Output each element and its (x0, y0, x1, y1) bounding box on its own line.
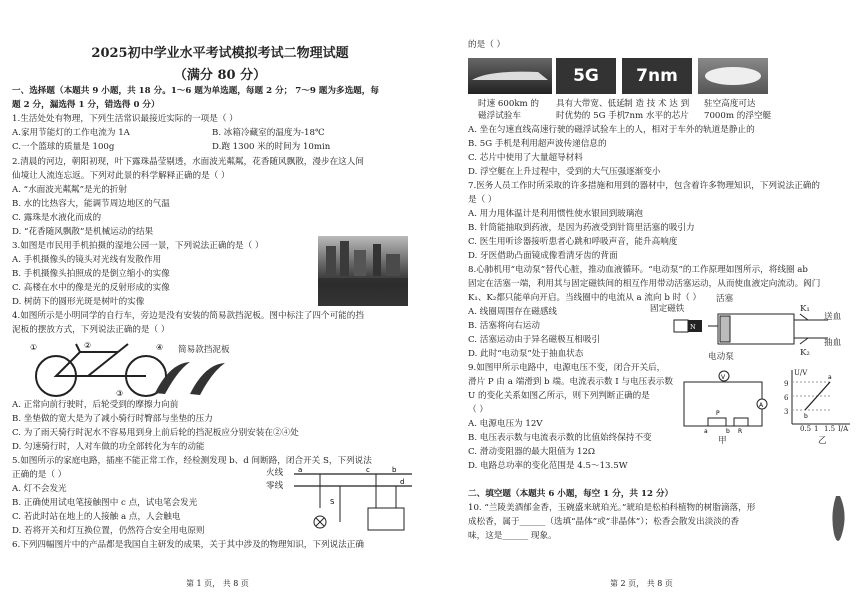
svg-text:d: d (400, 478, 405, 486)
q4-stem: 4.如图所示是小明同学的自行车，旁边是没有安装的简易款挡泥板。图中标注了四个可能的挡 (12, 311, 364, 321)
q6-option-c: C. 芯片中使用了大量超导材料 (468, 153, 583, 163)
q1-option-c: C.一个篮球的质量是 100g (12, 142, 115, 152)
q6-option-d: D. 浮空艇在上升过程中，受到的大气压强逐渐变小 (468, 167, 661, 177)
svg-text:a: a (704, 428, 708, 434)
q7-option-c: C. 医生用听诊器接听患者心跳和呼吸声音，能升高响度 (468, 237, 678, 247)
electric-pump-label: 电动泵 (708, 352, 734, 362)
q3-option-c: C. 高楼在水中的像是光的反射形成的实像 (12, 283, 170, 293)
caption-4a: 驻空高度可达 (704, 99, 756, 109)
q3-option-d: D. 树荫下的圆形光斑是树叶的实像 (12, 297, 145, 307)
q3-option-b: B. 手机摄像头拍照成的是倒立缩小的实像 (12, 269, 170, 279)
amber-icon (828, 494, 850, 550)
k1-label: K₁ (800, 304, 810, 314)
q3-stem: 3.如图是市民用手机拍摄的湿地公园一景，下列说法正确的是（ ） (12, 241, 264, 251)
caption-3b: 7nm 水平的芯片 (624, 111, 689, 121)
q9-stem-cont-2: U 的变化关系如图乙所示，则下列判断正确的是 (468, 391, 650, 401)
q8-option-a: A. 线圈周围存在磁感线 (468, 307, 558, 317)
q2-option-d: D. “花香随风飘散”是机械运动的结果 (12, 227, 154, 237)
household-circuit-diagram (294, 464, 414, 538)
svg-text:c: c (366, 466, 370, 474)
7nm-photo-label: 7nm (636, 66, 678, 86)
q5-option-b: B. 正确使用试电笔接触图中 c 点，试电笔会发光 (12, 498, 198, 508)
park-photo (318, 236, 408, 306)
q1-option-a: A.家用节能灯的工作电流为 1A (12, 128, 130, 138)
figure-yi-label: 乙 (818, 436, 827, 446)
magnet-n-label: N (690, 323, 696, 331)
q5-option-d: D. 若将开关和灯互换位置，仍然符合安全用电原则 (12, 526, 205, 536)
svg-text:③: ③ (116, 389, 124, 398)
live-wire-label: 火线 (266, 468, 284, 478)
q7-stem-cont: 是（ ） (468, 195, 497, 205)
q9-option-d: D. 电路总功率的变化范围是 4.5～13.5W (468, 461, 628, 471)
amber-illustration (828, 494, 850, 550)
q4-option-c: C. 为了雨天骑行时泥水不容易甩到身上前后轮的挡泥板应分别安装在②④处 (12, 428, 299, 438)
svg-text:b: b (392, 466, 397, 474)
fender-label: 简易款挡泥板 (178, 345, 230, 355)
q3-option-a: A. 手机摄像头的镜头对光线有发散作用 (12, 255, 162, 265)
q2-option-a: A. “水面波光粼粼”是光的折射 (12, 185, 127, 195)
footer-page-2: 第 2 页， 共 8 页 (610, 579, 673, 588)
blood-in-label: 抽血 (824, 338, 842, 348)
section-1-heading-cont: 题 2 分，漏选得 1 分，错选得 0 分） (12, 100, 160, 110)
svg-text:A: A (759, 402, 764, 409)
graph-y-tick-3: 3 (784, 408, 789, 416)
q8-option-d: D. 此时“电动泵”处于抽血状态 (468, 349, 584, 359)
fender-figure (150, 358, 230, 398)
piston-label: 活塞 (716, 294, 734, 304)
svg-text:S: S (330, 498, 335, 506)
electric-pump-diagram (668, 304, 848, 364)
svg-text:a: a (298, 466, 303, 474)
neutral-wire-label: 零线 (266, 481, 284, 491)
q8-stem-cont-2: K₁、K₂都只能单向开启。当线圈中的电流从 a 流向 b 时（ ） (468, 293, 702, 303)
caption-2a: 具有大带宽、低延 (556, 99, 625, 109)
q5-option-c: C. 若此时站在地上的人接触 a 点，人会触电 (12, 512, 181, 522)
svg-text:V: V (721, 374, 726, 381)
blood-out-label: 送血 (824, 312, 842, 322)
graph-x-tick-15: 1.5 (824, 425, 836, 433)
q9-stem-cont: 滑片 P 由 a 端滑到 b 端。电流表示数 I 与电压表示数 (468, 377, 673, 387)
svg-text:a: a (828, 374, 832, 381)
q8-stem-cont: 固定在活塞一端，利用其与固定磁铁间的相互作用带动活塞运动，从而使血液定向流动。阀门 (468, 279, 821, 289)
q5-stem-cont: 正确的是（ ） (12, 470, 67, 480)
q8-option-c: C. 活塞运动由于异名磁极互相吸引 (468, 335, 601, 345)
q4-option-b: B. 坐垫做的宽大是为了减小骑行时臀部与坐垫的压力 (12, 414, 213, 424)
graph-x-axis-label: I/A (838, 425, 849, 433)
exam-title: 2025初中学业水平考试模拟考试二物理试题 (91, 46, 349, 61)
q2-option-c: C. 露珠是水液化而成的 (12, 213, 102, 223)
q1-option-d: D.跑 1300 米的时间为 10min (212, 142, 331, 152)
maglev-train-photo (468, 58, 552, 94)
k2-label: K₂ (800, 348, 810, 358)
caption-1b: 磁浮试验车 (478, 111, 521, 121)
q6-stem: 6.下列四幅图片中的产品都是我国自主研发的成果，关于其中涉及的物理知识，下列说法正确 (12, 540, 364, 550)
q4-option-a: A. 正常向前行驶时，后轮受到的摩擦力向前 (12, 400, 179, 410)
caption-4b: 7000m 的浮空艇 (704, 111, 772, 121)
fixed-magnet-label: 固定磁铁 (650, 304, 685, 314)
svg-text:P: P (716, 410, 720, 417)
q8-stem: 8.心肺机用“电动泵”替代心脏，推动血液循环。“电动泵”的工作原理如图所示，将线圈 ab (468, 265, 808, 275)
airship-photo (698, 58, 768, 94)
graph-y-tick-6: 6 (784, 394, 789, 402)
svg-text:b: b (804, 413, 808, 420)
q2-stem-cont: 仙境让人流连忘返。下列对此景的科学解释正确的是（ ） (12, 171, 230, 181)
q4-stem-cont: 泥板的摆放方式，下列说法正确的是（ ） (12, 325, 170, 335)
section-1-heading: 一、选择题（本题共 9 小题，共 18 分。1～6 题为单选题，每题 2 分； 7～9 题为多选题，每 (12, 86, 379, 96)
5g-photo-label: 5G (573, 66, 599, 86)
electric-pump-svg (668, 304, 848, 364)
q6-option-b: B. 5G 手机是利用超声波传递信息的 (468, 139, 607, 149)
graph-yi (778, 366, 854, 432)
q2-stem: 2.清晨的河边，朝阳初现，叶下露珠晶莹剔透，水面波光粼粼，花香随风飘散，漫步在这人间 (12, 157, 364, 167)
q1-stem: 1.生活处处有物理，下列生活常识最接近实际的一项是（ ） (12, 114, 238, 124)
q9-option-c: C. 滑动变阻器的最大阻值为 12Ω (468, 447, 596, 457)
q5-stem: 5.如图所示的家庭电路，插座不能正常工作，经检测发现 b、d 间断路，闭合开关 S，下列说法 (12, 456, 372, 466)
circuit-jia (678, 368, 770, 434)
graph-yi-plot (778, 366, 854, 432)
5g-phone-photo (556, 58, 616, 94)
q10-stem-cont: 成松香，属于______（选填“晶体”或“非晶体”）；松香会散发出淡淡的香 (468, 517, 740, 527)
graph-y-axis-label: U/V (794, 369, 808, 377)
q5-option-a: A. 灯不会发光 (12, 484, 67, 494)
q7-option-d: D. 牙医借助凸面镜成像看清牙齿的背面 (468, 251, 618, 261)
svg-text:①: ① (30, 343, 38, 352)
q9-option-a: A. 电源电压为 12V (468, 419, 543, 429)
q6-option-a: A. 坐在匀速直线高速行驶的磁浮试验车上的人，相对于车外的轨道是静止的 (468, 125, 755, 135)
circuit-jia-diagram (678, 368, 770, 434)
svg-text:R: R (738, 428, 743, 434)
airship-icon (698, 58, 768, 94)
figure-jia-label: 甲 (718, 436, 727, 446)
q10-stem-cont-2: 味，这是______ 现象。 (468, 531, 557, 541)
maglev-train-icon (468, 58, 552, 94)
svg-text:④: ④ (156, 343, 164, 352)
graph-x-tick-1: 1 (814, 425, 819, 433)
q6-stem-end: 的是（ ） (468, 40, 506, 50)
caption-3a: 制 造 技 术 达 到 (624, 99, 690, 109)
q7-stem: 7.医务人员工作时所采取的许多措施和用到的器材中，包含着许多物理知识，下列说法正确的 (468, 181, 820, 191)
q8-option-b: B. 活塞将向右运动 (468, 321, 540, 331)
graph-y-tick-9: 9 (784, 380, 789, 388)
q9-stem: 9.如图甲所示电路中，电源电压不变，闭合开关后， (468, 363, 666, 373)
magnet-s-label: S (676, 323, 681, 331)
caption-2b: 时优势的 5G 手机 (556, 111, 626, 121)
svg-text:②: ② (84, 341, 92, 350)
caption-1a: 时速 600km 的 (478, 99, 540, 109)
q10-stem: 10. “兰陵美酒郁金香，玉碗盛来琥珀光。”琥珀是松柏科植物的树脂滴落，形 (468, 503, 756, 513)
q1-option-b: B. 冰箱冷藏室的温度为-18℃ (212, 128, 325, 138)
svg-text:b: b (726, 428, 730, 434)
page-right (430, 0, 860, 608)
graph-x-tick-05: 0.5 (800, 425, 812, 433)
park-photo-buildings (318, 236, 408, 306)
7nm-chip-photo (622, 58, 692, 94)
section-2-heading: 二、填空题（本题共 6 小题，每空 1 分，共 12 分） (468, 489, 674, 499)
q2-option-b: B. 水的比热容大，能调节周边地区的气温 (12, 199, 170, 209)
exam-subtitle: （满分 80 分） (173, 68, 267, 83)
fender-icon (150, 358, 230, 398)
q7-option-b: B. 针筒能抽取到药液，是因为药液受到针筒里活塞的吸引力 (468, 223, 695, 233)
q7-option-a: A. 用力甩体温计是利用惯性使水银回到玻璃泡 (468, 209, 643, 219)
household-circuit (294, 464, 414, 538)
q4-option-d: D. 匀速骑行时，人对车做的功全部转化为车的动能 (12, 442, 205, 452)
q9-stem-cont-3: （ ） (468, 405, 488, 415)
footer-page-1: 第 1 页， 共 8 页 (186, 579, 249, 588)
q9-option-b: B. 电压表示数与电流表示数的比值始终保持不变 (468, 433, 652, 443)
